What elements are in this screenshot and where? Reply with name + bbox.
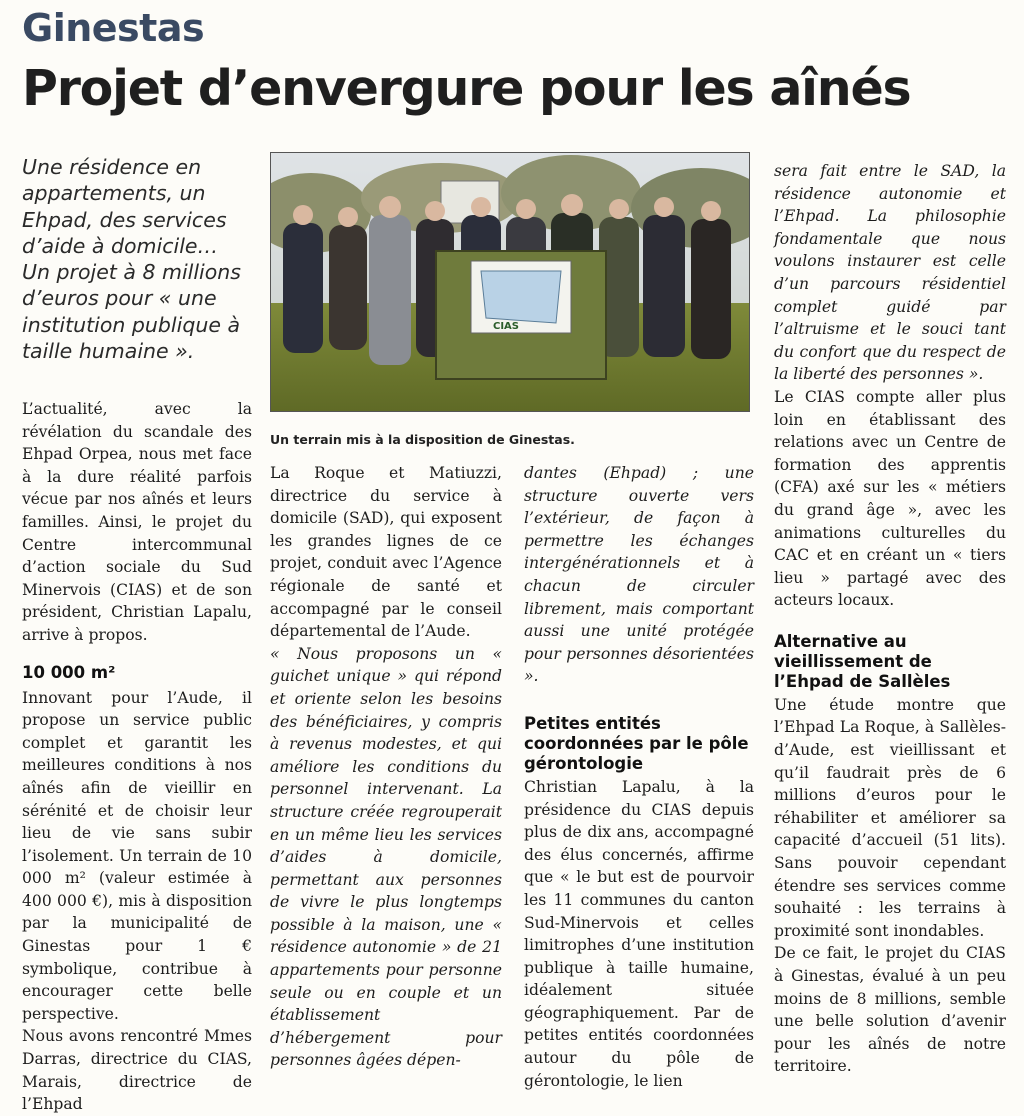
column-1: [22, 398, 252, 1116]
subhead-surface: 10 000 m²: [22, 662, 116, 682]
body-paragraph-2: Nous avons rencontré Mmes Darras, directrice du CIAS, Marais, directrice de l’Ehpad: [22, 1027, 252, 1114]
kicker-title: Ginestas: [22, 6, 205, 50]
column-4: [774, 160, 1006, 1078]
intro-paragraph: L’actualité, avec la révélation du scandale des Ehpad Orpea, nous met face à la dure réalité parfois vécue par nos aînés et leurs familles. Ainsi, le projet du Centre intercommunal d’action sociale du Sud Minervois (CIAS) et de son président, Christian Lapalu, arrive à propos.: [22, 400, 252, 644]
col4-paragraph-2: Le CIAS compte aller plus loin en établissant des relations avec un Centre de formation des apprentis (CFA) axé sur les « métiers du grand âge », avec les animations culturelles du CAC et en créant un « tiers lieu » partagé avec des acteurs locaux.: [774, 387, 1006, 610]
col2-paragraph-2: « Nous proposons un « guichet unique » qui répond et oriente selon les besoins des bénéficiaires, y compris à revenus modestes, et qui améliore les conditions du personnel intervenant. La structure créée regrouperait en un même lieu les services d’aides à domicile, permettant aux personnes de vivre le plus longtemps possible à la maison, une « résidence autonomie » de 21 appartements pour personne seule ou en couple et un établissement d’hébergement pour personnes âgées dépen-: [270, 644, 502, 1070]
body-paragraph: Innovant pour l’Aude, il propose un service public complet et garantit les meilleures conditions à nos aînés afin de vieillir en sérénité et de choisir leur lieu de vie sans subir l’isolement. Un terrain de 10 000 m² (valeur estimée à 400 000 €), mis à disposition par la municipalité de Ginestas pour 1 € symbolique, contribue à encourager cette belle perspective.: [22, 688, 252, 1023]
col4-paragraph-3: Une étude montre que l’Ehpad La Roque, à Sallèles-d’Aude, est vieillissant et qu’il faudrait près de 6 millions d’euros pour le réhabiliter et améliorer sa capacité d’accueil (51 lits). Sans pouvoir cependant étendre ses services comme souhaité : les terrains à proximité sont inondables.: [774, 695, 1006, 940]
column-3: [524, 462, 754, 1092]
col3-paragraph-2: Christian Lapalu, à la présidence du CIAS depuis plus de dix ans, accompagné des élus concernés, affirme que « le but est de pourvoir les 11 communes du canton Sud-Minervois et celles limitrophes d’une institution publique à taille humaine, idéalement située géographiquement. Par de petites entités coordonnées autour du pôle de gérontologie, le lien: [524, 777, 754, 1090]
board-sign-text: CIAS: [493, 321, 520, 332]
article-photo: [270, 152, 750, 412]
photo-caption: Un terrain mis à la disposition de Ginestas.: [270, 432, 575, 447]
col4-paragraph-1: sera fait entre le SAD, la résidence autonomie et l’Ehpad. La philosophie fondamentale que nous voulons instaurer est celle d’un parcours résidentiel complet guidé par l’altruisme et le souci tant du confort que du respect de la liberté des personnes ».: [774, 162, 1006, 384]
lead-paragraph: Une résidence en appartements, un Ehpad, des services d’aide à domicile… Un projet à 8 millions d’euros pour « une institution publique à taille humaine ».: [22, 155, 241, 364]
headline: Projet d’envergure pour les aînés: [22, 60, 911, 117]
subhead-petites-entites: Petites entités coordonnées par le pôle gérontologie: [524, 713, 749, 773]
col2-paragraph-1: La Roque et Matiuzzi, directrice du service à domicile (SAD), qui exposent les grandes lignes de ce projet, conduit avec l’Agence régionale de santé et accompagné par le conseil départemental de l’Aude.: [270, 464, 502, 641]
subhead-alternative: Alternative au vieillissement de l’Ehpad de Sallèles: [774, 631, 951, 691]
col3-paragraph-1: dantes (Ehpad) ; une structure ouverte vers l’extérieur, de façon à permettre les échanges intergénérationnels et à chacun de circuler librement, mais comportant aussi une unité protégée pour personnes désorientées ».: [524, 464, 754, 686]
column-2: [270, 462, 502, 1072]
col4-paragraph-4: De ce fait, le projet du CIAS à Ginestas, évalué à un peu moins de 8 millions, semble une belle solution d’avenir pour les aînés de notre territoire.: [774, 944, 1006, 1076]
